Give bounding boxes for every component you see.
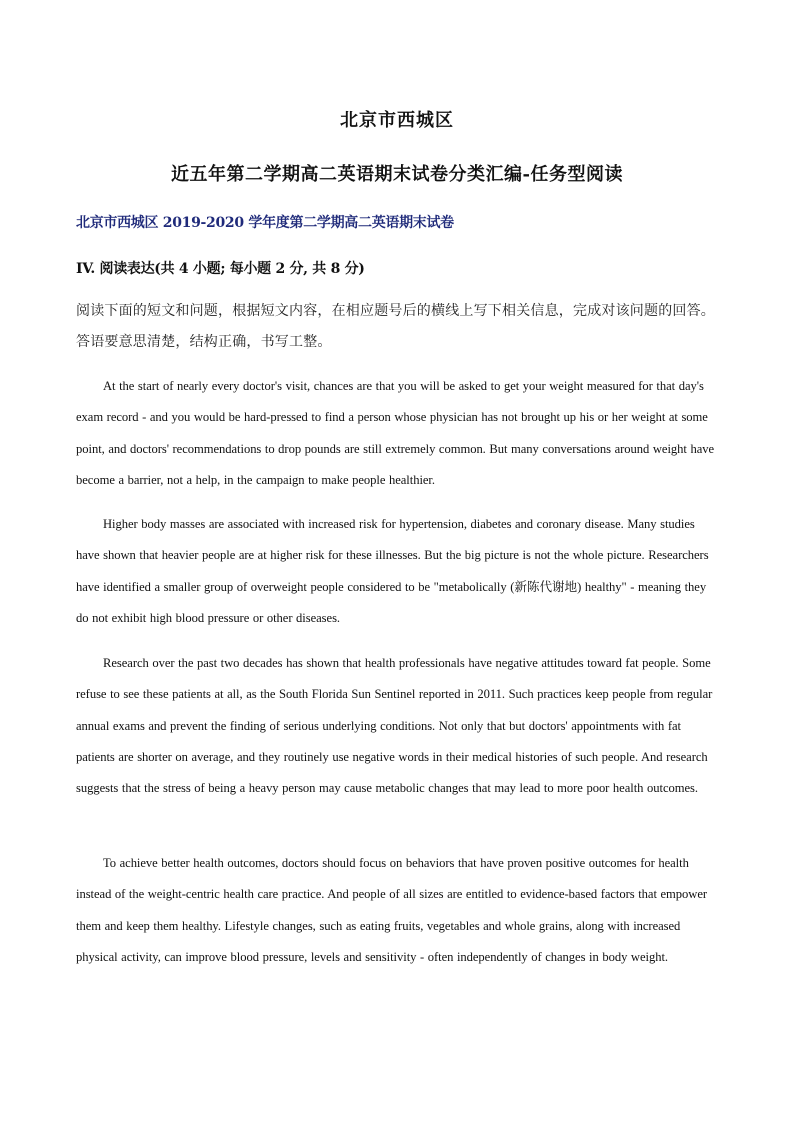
passage-paragraph-2: Higher body masses are associated with increased risk for hypertension, diabetes and coronary disease. Many studies have shown that heavier people are at higher risk for these illnesses. But the big picture is not the whole picture. Researchers have identified a smaller group of overweight people considered to be "metabolically (新陈代谢地) healthy" - meaning they do not exhibit high blood pressure or other diseases. (76, 517, 709, 625)
passage-paragraph-4: To achieve better health outcomes, doctors should focus on behaviors that have proven positive outcomes for health instead of the weight-centric health care practice. And people of all sizes are entitled to evidence-based factors that empower them and keep them healthy. Lifestyle changes, such as eating fruits, vegetables and whole grains, along with increased physical activity, can improve blood pressure, levels and sensitivity - often independently of changes in body weight. (76, 856, 708, 964)
passage-paragraph-3: Research over the past two decades has shown that health professionals have negative attitudes toward fat people. Some refuse to see these patients at all, as the South Florida Sun Sentinel reported in 2011. Such practices keep people from regular annual exams and prevent the finding of serious underlying conditions. Not only that but doctors' appointments with fat patients are shorter on average, and they routinely use negative words in their medical histories of such people. And research suggests that the stress of being a heavy person may cause metabolic changes that may lead to more poor health outcomes. (76, 656, 713, 796)
section-instructions: 阅读下面的短文和问题，根据短文内容，在相应题号后的横线上写下相关信息，完成对该问题的回答。答语要意思清楚，结构正确，书写工整。 (76, 303, 715, 350)
section-heading: IV. 阅读表达(共 4 小题; 每小题 2 分, 共 8 分) (76, 261, 365, 277)
passage-paragraph-1: At the start of nearly every doctor's visit, chances are that you will be asked to get your weight measured for that day's exam record - and you would be hard-pressed to find a person whose physician has not brought up his or her weight at some point, and doctors' recommendations to drop pounds are still extremely common. But many conversations around weight have become a barrier, not a help, in the campaign to make people healthier. (76, 379, 715, 487)
compilation-title: 近五年第二学期高二英语期末试卷分类汇编-任务型阅读 (171, 164, 623, 185)
exam-source-heading: 北京市西城区 2019-2020 学年度第二学期高二英语期末试卷 (76, 215, 454, 231)
district-title: 北京市西城区 (340, 110, 454, 131)
